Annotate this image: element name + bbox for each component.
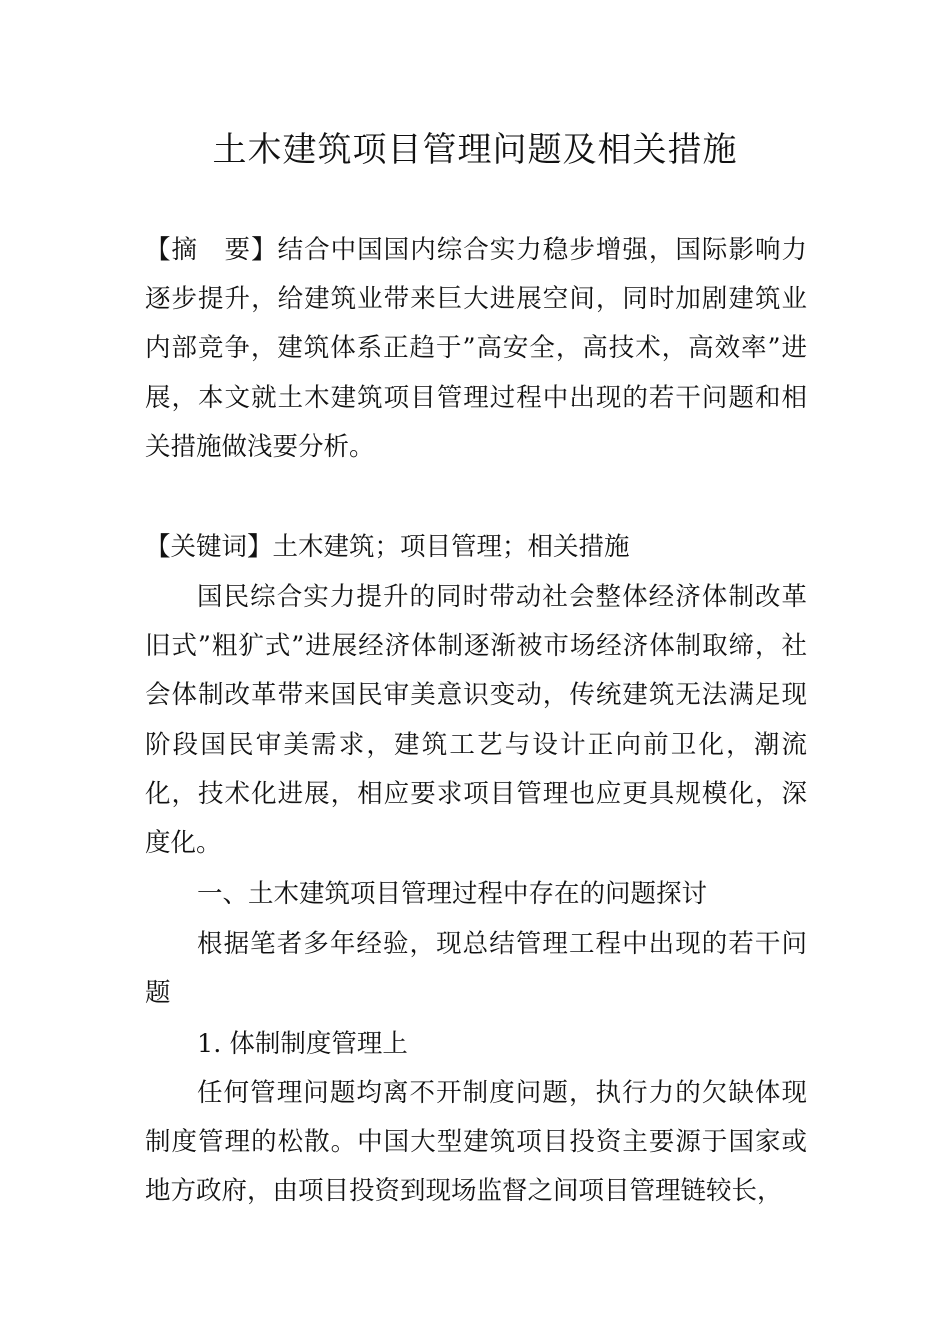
section-heading-1: 一、土木建筑项目管理过程中存在的问题探讨 (197, 879, 708, 909)
body-paragraph-2: 根据笔者多年经验，现总结管理工程中出现的若干问题 (145, 929, 807, 1009)
body-paragraph-3: 任何管理问题均离不开制度问题，执行力的欠缺体现制度管理的松散。中国大型建筑项目投资主要源于国家或地方政府，由项目投资到现场监督之间项目管理链较长， (145, 1078, 807, 1207)
document-title: 土木建筑项目管理问题及相关措施 (212, 130, 738, 170)
keywords-line: 【关键词】土木建筑；项目管理；相关措施 (145, 532, 630, 562)
body-paragraph-1: 国民综合实力提升的同时带动社会整体经济体制改革旧式”粗犷式”进展经济体制逐渐被市场经济体制取缔，社会体制改革带来国民审美意识变动，传统建筑无法满足现阶段国民审美需求，建筑工艺与设计正向前卫化，潮流化，技术化进展，相应要求项目管理也应更具规模化，深度化。 (145, 582, 807, 859)
abstract-paragraph: 【摘 要】结合中国国内综合实力稳步增强，国际影响力逐步提升，给建筑业带来巨大进展空间，同时加剧建筑业内部竞争，建筑体系正趋于”高安全，高技术，高效率”进展，本文就土木建筑项目管理过程中出现的若干问题和相关措施做浅要分析。 (145, 235, 807, 462)
subsection-heading-1: 1. 体制制度管理上 (197, 1029, 408, 1059)
